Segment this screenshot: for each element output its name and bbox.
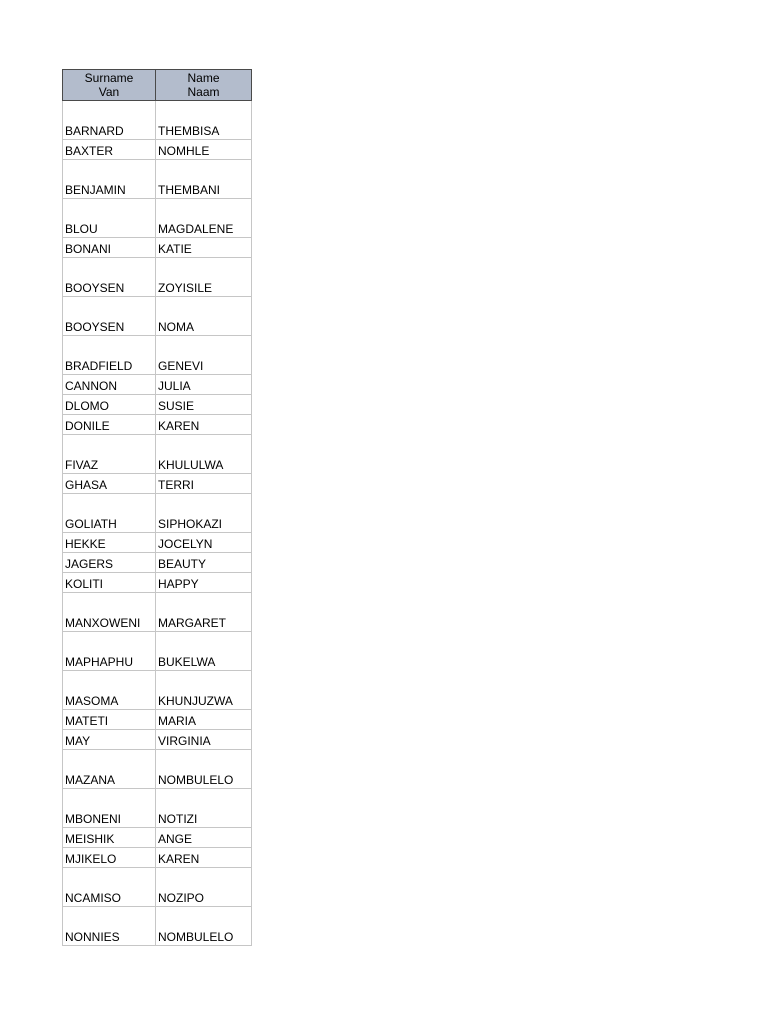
surname-cell[interactable]: BLOU <box>63 199 156 238</box>
table-row <box>63 474 252 494</box>
name-cell[interactable]: KHUNJUZWA <box>156 671 252 710</box>
table-row <box>63 789 252 828</box>
name-cell[interactable]: NOMBULELO <box>156 750 252 789</box>
names-table <box>62 69 252 946</box>
name-cell[interactable]: KAREN <box>156 848 252 868</box>
table-row <box>63 140 252 160</box>
surname-cell[interactable]: MAZANA <box>63 750 156 789</box>
surname-cell[interactable]: MAPHAPHU <box>63 632 156 671</box>
table-row <box>63 553 252 573</box>
header-row <box>63 70 252 101</box>
surname-cell[interactable]: NONNIES <box>63 907 156 946</box>
surname-cell[interactable]: MATETI <box>63 710 156 730</box>
table-row <box>63 395 252 415</box>
table-row <box>63 533 252 553</box>
name-cell[interactable]: VIRGINIA <box>156 730 252 750</box>
table-row <box>63 160 252 199</box>
surname-header-en: Surname <box>84 71 134 85</box>
table-row <box>63 375 252 395</box>
surname-header[interactable] <box>63 70 156 101</box>
surname-cell[interactable]: MBONENI <box>63 789 156 828</box>
surname-cell[interactable]: GOLIATH <box>63 494 156 533</box>
name-cell[interactable]: THEMBISA <box>156 101 252 140</box>
table-row <box>63 435 252 474</box>
table-row <box>63 593 252 632</box>
surname-cell[interactable]: BOOYSEN <box>63 258 156 297</box>
name-cell[interactable]: KHULULWA <box>156 435 252 474</box>
surname-cell[interactable]: MANXOWENI <box>63 593 156 632</box>
name-cell[interactable]: SUSIE <box>156 395 252 415</box>
table-row <box>63 848 252 868</box>
table-row <box>63 907 252 946</box>
name-cell[interactable]: ANGE <box>156 828 252 848</box>
table-body <box>63 101 252 946</box>
name-cell[interactable]: TERRI <box>156 474 252 494</box>
name-header-af: Naam <box>187 85 220 99</box>
table-row <box>63 494 252 533</box>
name-cell[interactable]: BEAUTY <box>156 553 252 573</box>
surname-cell[interactable]: GHASA <box>63 474 156 494</box>
surname-cell[interactable]: MEISHIK <box>63 828 156 848</box>
table-row <box>63 828 252 848</box>
table-row <box>63 671 252 710</box>
name-cell[interactable]: KAREN <box>156 415 252 435</box>
name-header-en: Name <box>187 71 220 85</box>
surname-cell[interactable]: HEKKE <box>63 533 156 553</box>
name-cell[interactable]: KATIE <box>156 238 252 258</box>
surname-cell[interactable]: MAY <box>63 730 156 750</box>
name-cell[interactable]: THEMBANI <box>156 160 252 199</box>
name-cell[interactable]: NOTIZI <box>156 789 252 828</box>
surname-header-af: Van <box>98 85 120 99</box>
surname-cell[interactable]: NCAMISO <box>63 868 156 907</box>
name-cell[interactable]: NOMBULELO <box>156 907 252 946</box>
name-cell[interactable]: NOZIPO <box>156 868 252 907</box>
table-row <box>63 258 252 297</box>
table-row <box>63 868 252 907</box>
name-cell[interactable]: JULIA <box>156 375 252 395</box>
name-cell[interactable]: MAGDALENE <box>156 199 252 238</box>
table-row <box>63 297 252 336</box>
name-cell[interactable]: ZOYISILE <box>156 258 252 297</box>
name-cell[interactable]: JOCELYN <box>156 533 252 553</box>
surname-cell[interactable]: DONILE <box>63 415 156 435</box>
surname-cell[interactable]: BONANI <box>63 238 156 258</box>
name-cell[interactable]: MARGARET <box>156 593 252 632</box>
table-row <box>63 750 252 789</box>
table-row <box>63 336 252 375</box>
table-row <box>63 573 252 593</box>
surname-cell[interactable]: BRADFIELD <box>63 336 156 375</box>
name-cell[interactable]: GENEVI <box>156 336 252 375</box>
table-row <box>63 238 252 258</box>
table-row <box>63 632 252 671</box>
table-row <box>63 730 252 750</box>
surname-cell[interactable]: JAGERS <box>63 553 156 573</box>
surname-cell[interactable]: MJIKELO <box>63 848 156 868</box>
surname-cell[interactable]: BENJAMIN <box>63 160 156 199</box>
surname-cell[interactable]: KOLITI <box>63 573 156 593</box>
name-cell[interactable]: HAPPY <box>156 573 252 593</box>
surname-cell[interactable]: BAXTER <box>63 140 156 160</box>
surname-cell[interactable]: FIVAZ <box>63 435 156 474</box>
name-cell[interactable]: NOMA <box>156 297 252 336</box>
name-cell[interactable]: NOMHLE <box>156 140 252 160</box>
name-cell[interactable]: BUKELWA <box>156 632 252 671</box>
name-header[interactable] <box>156 70 252 101</box>
surname-cell[interactable]: CANNON <box>63 375 156 395</box>
name-cell[interactable]: MARIA <box>156 710 252 730</box>
name-cell[interactable]: SIPHOKAZI <box>156 494 252 533</box>
surname-cell[interactable]: BARNARD <box>63 101 156 140</box>
table-row <box>63 415 252 435</box>
table-row <box>63 710 252 730</box>
surname-cell[interactable]: BOOYSEN <box>63 297 156 336</box>
table-row <box>63 101 252 140</box>
surname-cell[interactable]: DLOMO <box>63 395 156 415</box>
table-row <box>63 199 252 238</box>
surname-cell[interactable]: MASOMA <box>63 671 156 710</box>
